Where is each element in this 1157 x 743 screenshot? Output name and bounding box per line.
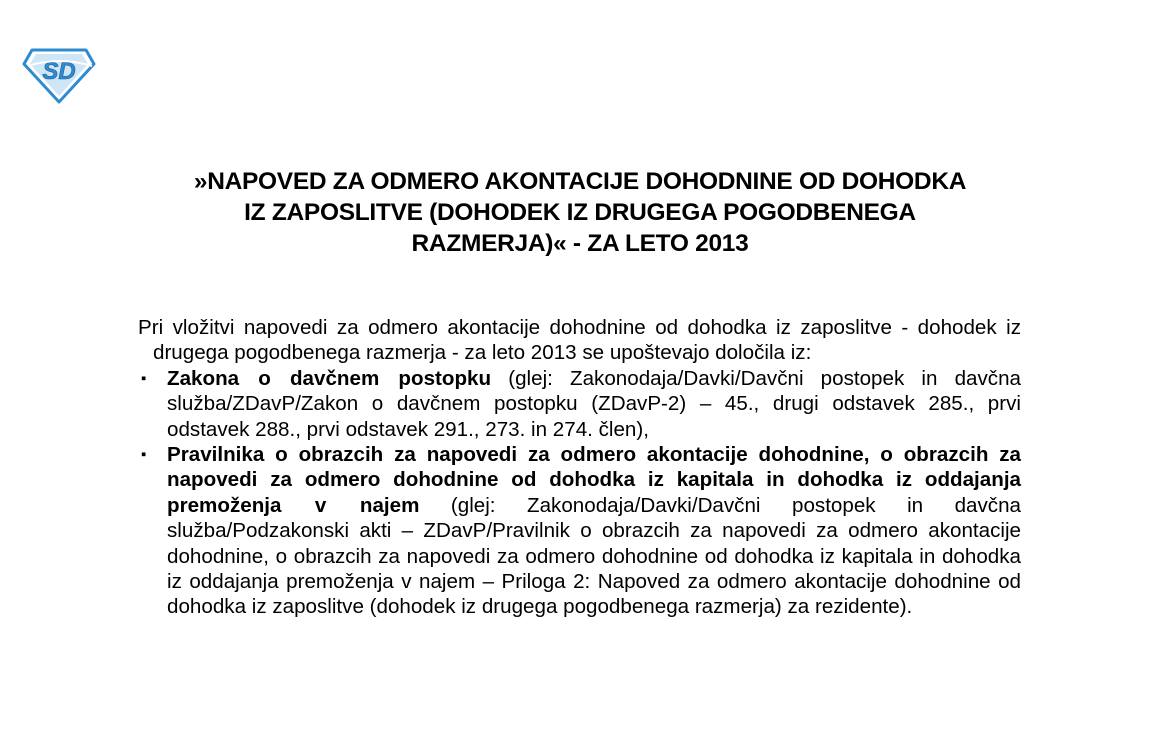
list-item <box>138 442 1021 620</box>
bullet-icon: ▪ <box>141 446 147 464</box>
svg-text:SD: SD <box>42 58 76 85</box>
bullet-icon: ▪ <box>141 369 147 387</box>
title-line-2: IZ ZAPOSLITVE (DOHODEK IZ DRUGEGA POGODBENEGA <box>244 199 916 226</box>
document-body <box>138 315 1021 620</box>
title-line-1: »NAPOVED ZA ODMERO AKONTACIJE DOHODNINE OD DOHODKA <box>193 168 967 195</box>
law-reference: (glej: Zakonodaja/Davki/Davčni postopek in davčna služba/ZDavP/Zakon o davčnem postopku (ZDavP-2) – 45., drugi odstavek 285., prvi odstavek 288., prvi odstavek 291., 273. in 274. člen), <box>167 366 1021 441</box>
document-title <box>100 166 1060 259</box>
sd-logo-icon <box>22 46 96 104</box>
intro-paragraph: Pri vložitvi napovedi za odmero akontacije dohodnine od dohodka iz zaposlitve - dohodek iz drugega pogodbenega razmerja - za leto 2013 se upoštevajo določila iz: <box>138 316 1021 365</box>
title-line-3: RAZMERJA)« - ZA LETO 2013 <box>411 230 749 257</box>
regulation-list <box>138 366 1021 620</box>
regulation-name: Pravilnika o obrazcih za napovedi za odmero akontacije dohodnine, o obrazcih za napovedi za odmero dohodnine od dohodka iz kapitala in dohodka iz oddajanja premoženja v najem <box>167 443 1021 517</box>
regulation-reference: (glej: Zakonodaja/Davki/Davčni postopek in davčna služba/Podzakonski akti – ZDavP/Pravilnik o obrazcih za napovedi za odmero akontacije dohodnine, o obrazcih za napovedi za odmero dohodnine od dohodka iz kapitala in dohodka iz oddajanja premoženja v najem – Priloga 2: Napoved za odmero akontacije dohodnine od dohodka iz zaposlitve (dohodek iz drugega pogodbenega razmerja) za rezidente). <box>167 493 1021 619</box>
list-item <box>138 366 1021 442</box>
law-name: Zakona o davčnem postopku <box>167 366 492 390</box>
